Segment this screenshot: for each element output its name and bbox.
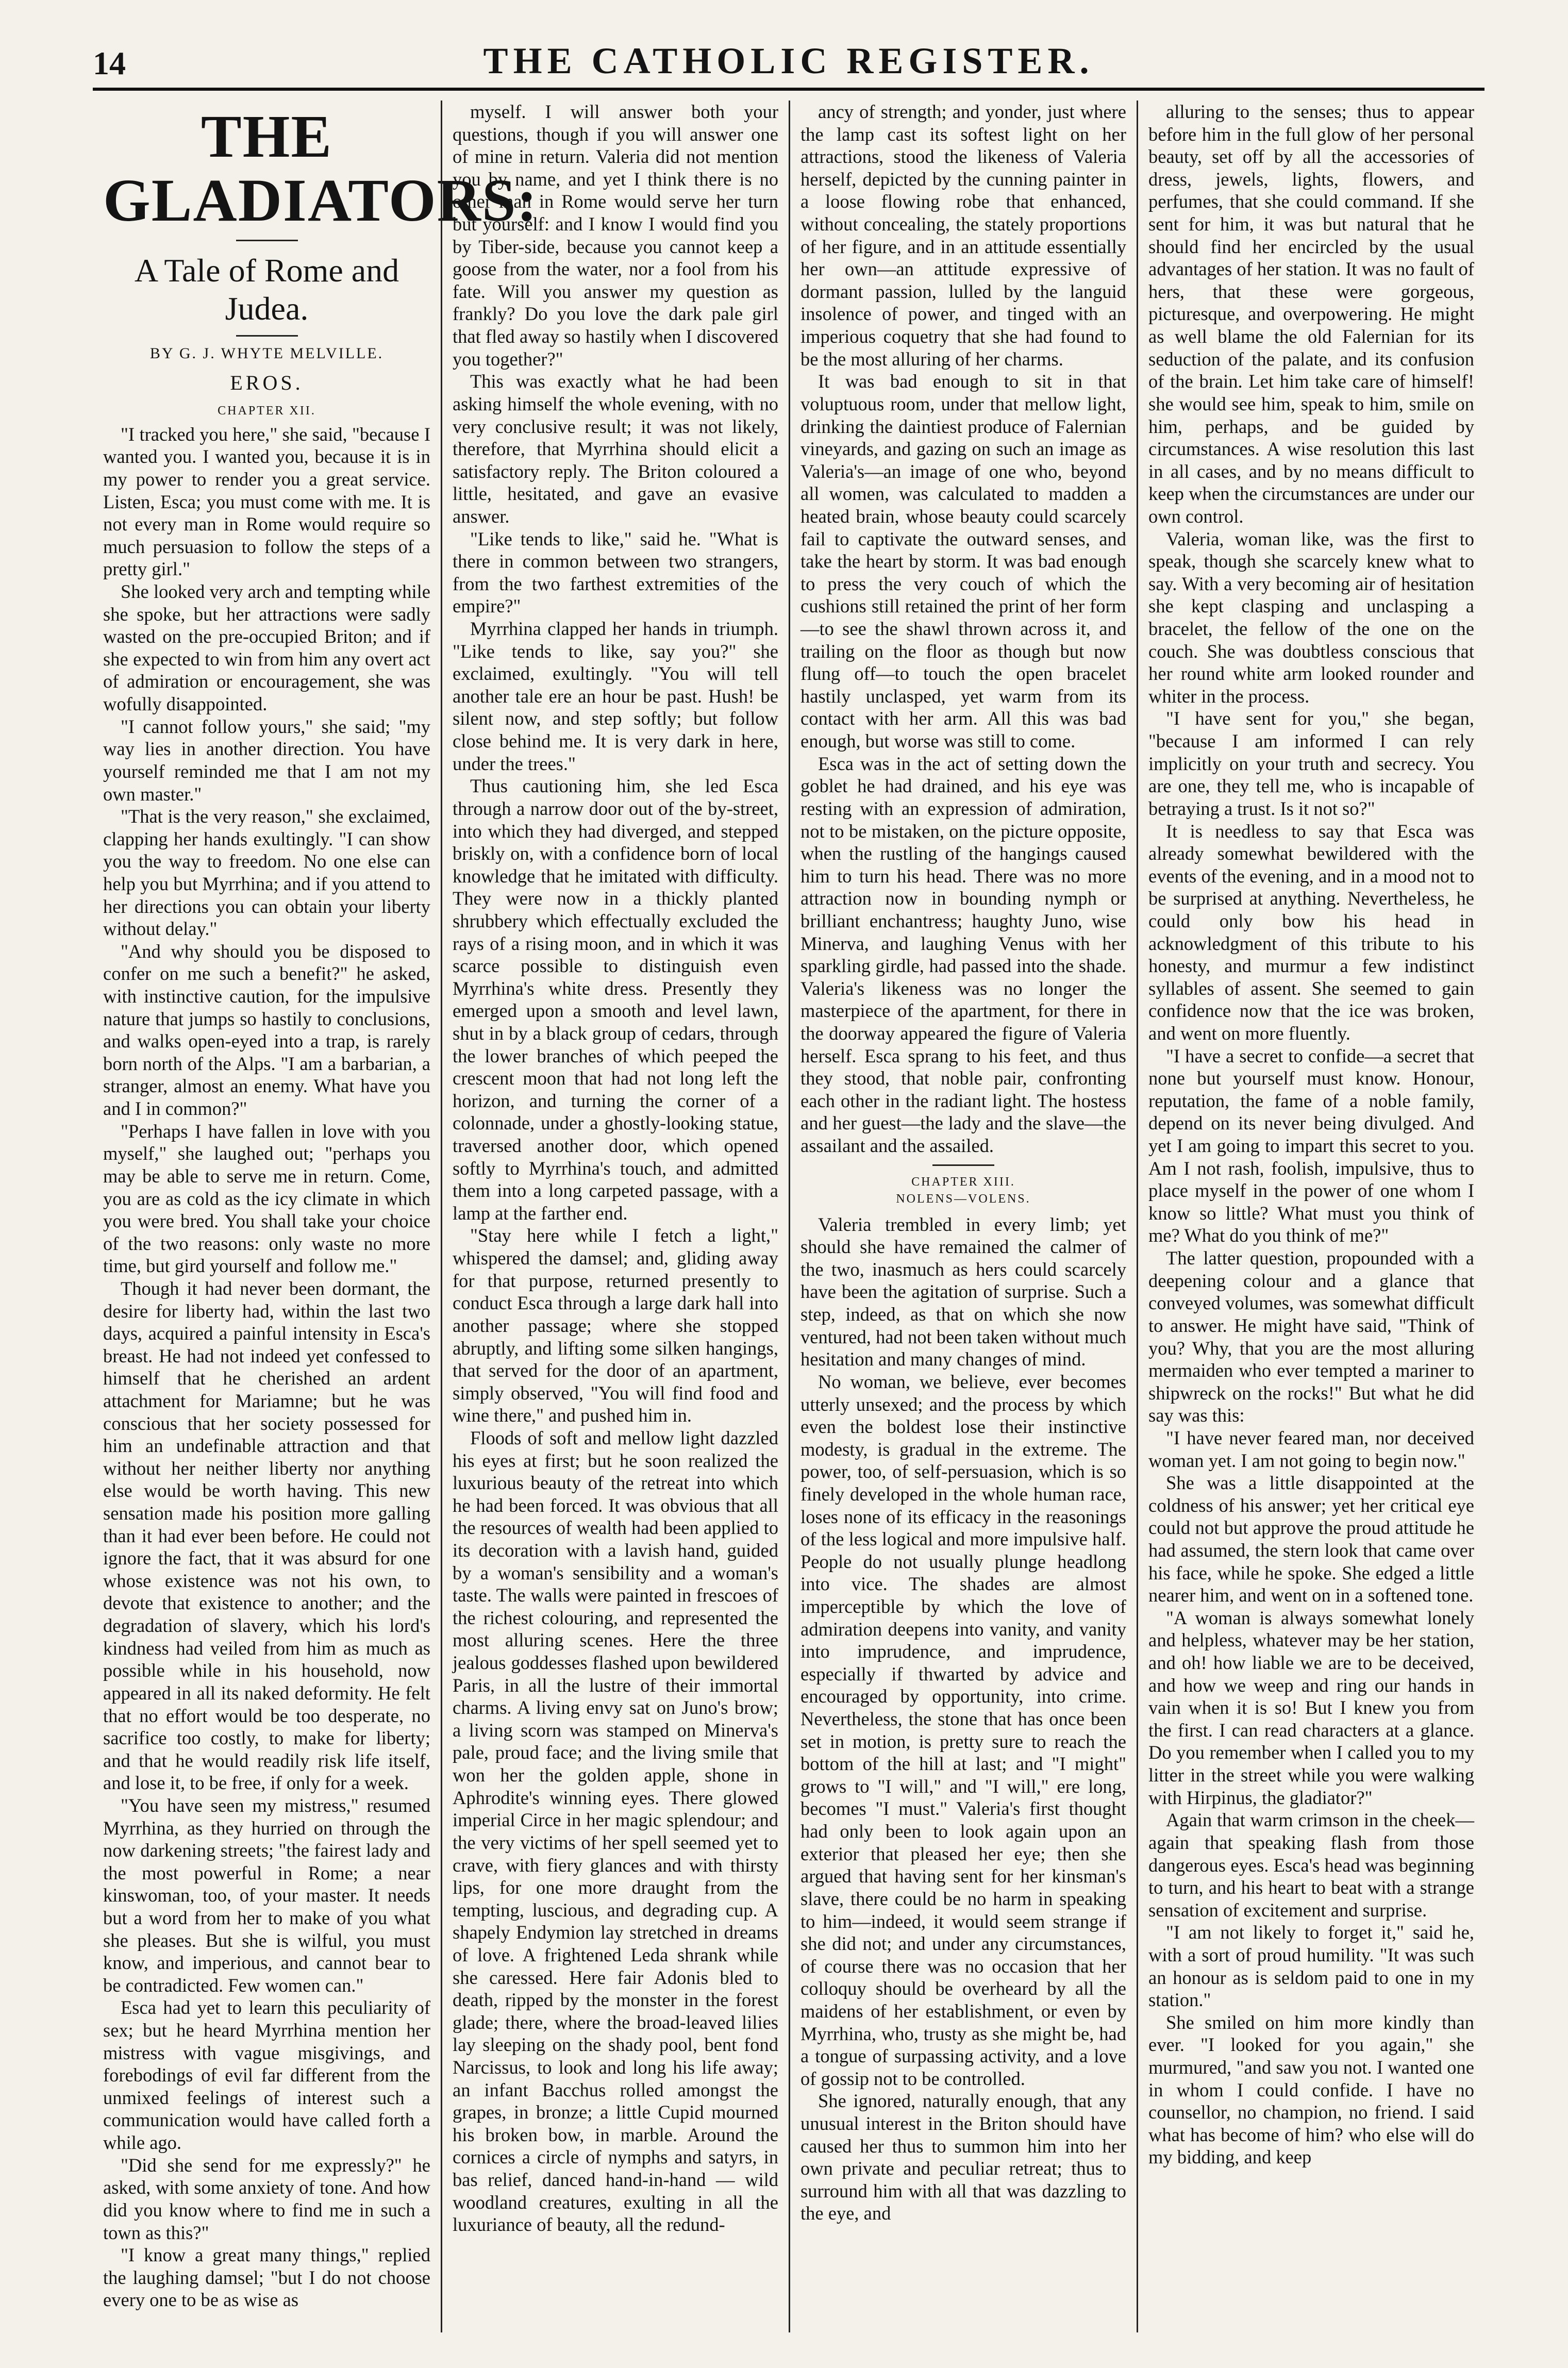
column-2-body xyxy=(453,101,778,2236)
paragraph: It was bad enough to sit in that voluptuous room, under that mellow light, drinking the daintiest produce of Falernian vineyards, and gazing on such an image as Valeria's—an image of one who, beyond all women, was calculated to madden a heated brain, whose beauty could scarcely fail to captivate the outward senses, and take the heart by storm. It was bad enough to press the very couch of which the cushions still retained the print of her form—to see the shawl thrown across it, and trailing on the floor as though but now flung off—to touch the open bracelet hastily unclasped, yet warm from its contact with her arm. All this was bad enough, but worse was still to come. xyxy=(800,371,1126,752)
column-1 xyxy=(93,101,538,2332)
column-4-body xyxy=(1148,101,1474,2169)
paragraph: "I am not likely to forget it," said he, with a sort of proud humility. "It was such an honour as is seldom paid to one in my station." xyxy=(1148,1922,1474,2011)
story-title: THE GLADIATORS: xyxy=(103,103,538,234)
column-3-body-after xyxy=(800,1213,1126,2225)
paragraph: "I cannot follow yours," she said; "my way lies in another direction. You have yourself reminded me that I am not my own master." xyxy=(103,715,430,805)
paragraph: myself. I will answer both your questions, though if you will answer one of mine in return. Valeria did not mention you by name, and yet I think there is no other man in Rome would serve her turn but yourself: and I know I would find you by Tiber-side, because you cannot keep a goose from the water, nor a fool from his fate. Will you answer my question as frankly? Do you love the dark pale girl that fled away so hastily when I discovered you together?" xyxy=(453,101,778,370)
subtitle-rule xyxy=(236,335,298,337)
paragraph: "I have sent for you," she began, "because I am informed I can rely implicitly on your truth and secrecy. You are one, they tell me, who is incapable of betraying a trust. Is it not so?" xyxy=(1148,708,1474,819)
page-header xyxy=(93,21,1484,82)
story-subtitle: A Tale of Rome and Judea. xyxy=(134,252,399,327)
column-3-body-before xyxy=(800,101,1126,1157)
paragraph: "You have seen my mistress," resumed Myrrhina, as they hurried on through the now darkening streets; "the fairest lady and the most powerful in Rome; a near kinswoman, too, of your master. It needs but a word from her to make of you what she pleases. But she is wilful, you must know, and imperious, and cannot bear to be contradicted. Few women can." xyxy=(103,1794,430,1996)
byline: BY G. J. WHYTE MELVILLE. xyxy=(149,344,384,362)
paragraph: Though it had never been dormant, the desire for liberty had, within the last two days, acquired a painful intensity in Esca's breast. He had not indeed yet confessed to himself that he cherished an ardent attachment for Mariamne; but he was conscious that her society possessed for him an undefinable attraction and that without her neither liberty nor anything else would be worth having. This new sensation made his position more galling than it had ever been before. He could not ignore the fact, that it was absurd for one whose existence was not his own, to devote that existence to another; and the degradation of slavery, which his lord's kindness had veiled from him as much as possible while in his household, now appeared in all its naked deformity. He felt that no effort would be too desperate, no sacrifice too costly, to make for liberty; and that he would readily risk life itself, and lose it, to be free, if only for a week. xyxy=(103,1277,430,1794)
paragraph: "Stay here while I fetch a light," whispered the damsel; and, gliding away for that purpose, returned presently to conduct Esca through a large dark hall into another passage; where she stopped abruptly, and lifting some silken hangings, that served for the door of an apartment, simply observed, "You will find food and wine there," and pushed him in. xyxy=(453,1225,778,1426)
masthead: THE CATHOLIC REGISTER. xyxy=(483,40,1094,81)
paragraph: Floods of soft and mellow light dazzled his eyes at first; but he soon realized the luxurious beauty of the retreat into which he had been forced. It was obvious that all the resources of wealth had been applied to its decoration with a lavish hand, guided by a woman's sensibility and a woman's taste. The walls were painted in frescoes of the richest colouring, and represented the most alluring scenes. Here the three jealous goddesses flashed upon bewildered Paris, in all the lustre of their immortal charms. A living envy sat on Juno's brow; a living scorn was stamped on Minerva's pale, proud face; and the living smile that won her the golden apple, shone in Aphrodite's winning eyes. There glowed imperial Circe in her magic splendour; and the very victims of her spell seemed yet to crave, with fiery glances and with thirsty lips, for one more draught from the tempting, luscious, and degrading cup. A shapely Endymion lay stretched in dreams of love. A frightened Leda shrank while she caressed. Here fair Adonis bled to death, ripped by the monster in the forest glade; there, where the broad-leaved lilies lay sleeping on the shady pool, bent fond Narcissus, to look and long his life away; an infant Bacchus rolled amongst the grapes, in bronze; a little Cupid mourned his broken bow, in marble. Around the cornices a circle of nymphs and satyrs, in bas relief, danced hand-in-hand — wild woodland creatures, exulting in all the luxuriance of beauty, all the redund- xyxy=(453,1427,778,2236)
paragraph: Esca was in the act of setting down the goblet he had drained, and his eye was resting with an expression of admiration, not to be mistaken, on the picture opposite, when the rustling of the hangings caused him to turn his head. There was no more attraction now in bounding nymph or brilliant enchantress; haughty Juno, wise Minerva, and laughing Venus with her sparkling girdle, had passed into the shade. Valeria's likeness was no longer the masterpiece of the apartment, for there in the doorway appeared the figure of Valeria herself. Esca sprang to his feet, and thus they stood, that noble pair, confronting each other in the radiant light. The hostess and her guest—the lady and the slave—the assailant and the assailed. xyxy=(800,753,1126,1157)
paragraph: She looked very arch and tempting while she spoke, but her attractions were sadly wasted on the pre-occupied Briton; and if she expected to win from him any overt act of admiration or encouragement, she was wofully disappointed. xyxy=(103,581,430,715)
chapter-rule xyxy=(932,1164,994,1166)
paragraph: This was exactly what he had been asking himself the whole evening, with no very conclusive result; it was not likely, therefore, that Myrrhina should elicit a satisfactory reply. The Briton coloured a little, hesitated, and gave an evasive answer. xyxy=(453,371,778,527)
paragraph: No woman, we believe, ever becomes utterly unsexed; and the process by which even the boldest lose their instinctive modesty, is gradual in the extreme. The power, too, of self-persuasion, which is so finely developed in the whole human race, loses none of its efficacy in the reasonings of the less logical and more impulsive half. People do not usually plunge headlong into vice. The shades are almost imperceptible by which the love of admiration deepens into vanity, and vanity into imprudence, and imprudence, especially if thwarted by advice and encouraged by opportunity, into crime. Nevertheless, the stone that has once been set in motion, is pretty sure to reach the bottom of the hill at last; and "I might" grows to "I will," and "I will," ere long, becomes "I must." Valeria's first thought had only been to look again upon an exterior that pleased her eye; then she argued that having sent for her kinsman's slave, there could be no harm in speaking to him—indeed, it would seem strange if she did not; and under any circumstances, of course there was no occasion that her colloquy should be overheard by all the maidens of her establishment, or even by Myrrhina, who, trusty as she might be, had a tongue of surpassing activity, and a love of gossip not to be controlled. xyxy=(800,1371,1126,2089)
paragraph: "That is the very reason," she exclaimed, clapping her hands exultingly. "I can show you the way to freedom. No one else can help you but Myrrhina; and if you attend to her directions you can obtain your liberty without delay." xyxy=(103,806,430,940)
section-title: EROS. xyxy=(230,371,304,394)
paragraph: She ignored, naturally enough, that any unusual interest in the Briton should have caused her thus to summon him into her own private and peculiar retreat; thus to surround him with all that was dazzling to the eye, and xyxy=(800,2090,1126,2224)
column-4 xyxy=(1137,101,1484,2332)
chapter-heading: CHAPTER XII. xyxy=(218,404,316,418)
paragraph: She smiled on him more kindly than ever. "I looked for you again," she murmured, "and saw you not. I wanted one in whom I could confide. I have no counsellor, no champion, no friend. I said what has become of him? who else will do my bidding, and keep xyxy=(1148,2011,1474,2168)
paragraph: "I know a great many things," replied the laughing damsel; "but I do not choose every one to be as wise as xyxy=(103,2244,430,2311)
columns xyxy=(93,101,1484,2332)
paragraph: "I tracked you here," she said, "because I wanted you. I wanted you, because it is in my power to render you a great service. Listen, Esca; you must come with me. It is not every man in Rome would require so much persuasion to follow the steps of a pretty girl." xyxy=(103,423,430,580)
paragraph: Valeria trembled in every limb; yet should she have remained the calmer of the two, inasmuch as hers could scarcely have been the agitation of surprise. Such a step, indeed, as that on which she now ventured, had not been taken without much hesitation and many changes of mind. xyxy=(800,1213,1126,1370)
paragraph: ancy of strength; and yonder, just where the lamp cast its softest light on her attractions, stood the likeness of Valeria herself, depicted by the cunning painter in a loose flowing robe that enhanced, without concealing, the stately proportions of her figure, and in an attitude essentially her own—an attitude expressive of dormant passion, lulled by the languid insolence of power, and tinged with an imperious coquetry that she had found to be the most alluring of her charms. xyxy=(800,101,1126,370)
column-1-body xyxy=(103,423,430,2311)
paragraph: "I have never feared man, nor deceived woman yet. I am not going to begin now." xyxy=(1148,1427,1474,1471)
paragraph: "And why should you be disposed to confer on me such a benefit?" he asked, with instinctive caution, for the impulsive nature that jumps so hastily to conclusions, and walks open-eyed into a trap, is rarely born north of the Alps. "I am a barbarian, a stranger, almost an enemy. What have you and I in common?" xyxy=(103,940,430,1120)
paragraph: "Like tends to like," said he. "What is there in common between two strangers, from the two farthest extremities of the empire?" xyxy=(453,528,778,617)
chapter-subtitle: NOLENS—VOLENS. xyxy=(896,1192,1031,1206)
paragraph: Myrrhina clapped her hands in triumph. "Like tends to like, say you?" she exclaimed, exultingly. "You will tell another tale ere an hour be past. Hush! be silent now, and step softly; but follow close behind me. It is very dark in here, under the trees." xyxy=(453,618,778,774)
paragraph: alluring to the senses; thus to appear before him in the full glow of her personal beauty, set off by all the accessories of dress, jewels, lights, flowers, and perfumes, that she could command. If she sent for him, it was but natural that he should find her encircled by the usual advantages of her station. It was no fault of hers, that these were gorgeous, picturesque, and overpowering. He might as well blame the old Falernian for its seduction of the palate, and its confusion of the brain. Let him take care of himself! she would see him, speak to him, smile on him, perhaps, and be guided by circumstances. A wise resolution this last in all cases, and by no means difficult to keep when the circumstances are under our own control. xyxy=(1148,101,1474,527)
paragraph: Again that warm crimson in the cheek—again that speaking flash from those dangerous eyes. Esca's head was beginning to turn, and his heart to beat with a strange sensation of excitement and surprise. xyxy=(1148,1809,1474,1921)
chapter-heading-2: CHAPTER XIII. xyxy=(911,1175,1015,1189)
paragraph: "I have a secret to confide—a secret that none but yourself must know. Honour, reputation, the fame of a noble family, depend on its never being divulged. And yet I am going to impart this secret to you. Am I not rash, foolish, impulsive, thus to place myself in the power of one whom I know so little? What must you think of me? What do you think of me?" xyxy=(1148,1045,1474,1246)
paragraph: "Perhaps I have fallen in love with you myself," she laughed out; "perhaps you may be able to serve me in return. Come, you are as cold as the icy climate in which you were bred. You shall take your choice of the two reasons: only waste no more time, but gird yourself and follow me." xyxy=(103,1120,430,1277)
paragraph: She was a little disappointed at the coldness of his answer; yet her critical eye could not but approve the proud attitude he had assumed, the stern look that came over his face, while he spoke. She edged a little nearer him, and went on in a softened tone. xyxy=(1148,1472,1474,1606)
column-3 xyxy=(789,101,1137,2332)
paragraph: "Did she send for me expressly?" he asked, with some anxiety of tone. And how did you know where to find me in such a town as this?" xyxy=(103,2154,430,2243)
paragraph: "A woman is always somewhat lonely and helpless, whatever may be her station, and oh! how liable we are to be deceived, and how we weep and ring our hands in vain when it is so! But I knew you from the first. I can read characters at a glance. Do you remember when I called you to my litter in the street while you were walking with Hirpinus, the gladiator?" xyxy=(1148,1607,1474,1808)
paragraph: Thus cautioning him, she led Esca through a narrow door out of the by-street, into which they had diverged, and stepped briskly on, with a confidence born of local knowledge that he imitated with difficulty. They were now in a thickly planted shrubbery which effectually excluded the rays of a rising moon, and in which it was scarce possible to distinguish even Myrrhina's white dress. Presently they emerged upon a smooth and level lawn, shut in by a black group of cedars, through the lower branches of which peeped the crescent moon that had not long left the horizon, and turning the corner of a colonnade, under a ghostly-looking statue, traversed another door, which opened softly to Myrrhina's touch, and admitted them into a long carpeted passage, with a lamp at the farther end. xyxy=(453,775,778,1224)
paragraph: It is needless to say that Esca was already somewhat bewildered with the events of the evening, and in a mood not to be surprised at anything. Nevertheless, he could only bow his head in acknowledgment of this tribute to his honesty, and murmur a few indistinct syllables of assent. She seemed to gain confidence now that the ice was broken, and went on more fluently. xyxy=(1148,820,1474,1044)
paragraph: Valeria, woman like, was the first to speak, though she scarcely knew what to say. With a very becoming air of hesitation she kept clasping and unclasping a bracelet, the fellow of the one on the couch. She was doubtless conscious that her round white arm looked rounder and whiter in the process. xyxy=(1148,528,1474,707)
title-rule xyxy=(236,240,298,241)
paragraph: The latter question, propounded with a deepening colour and a glance that conveyed volumes, was somewhat difficult to answer. He might have said, "Think of you? Why, that you are the most alluring mermaiden who ever tempted a mariner to shipwreck on the rocks!" But what he did say was this: xyxy=(1148,1247,1474,1426)
page-number: 14 xyxy=(93,45,126,81)
paragraph: Esca had yet to learn this peculiarity of sex; but he heard Myrrhina mention her mistress with vague misgivings, and forebodings of evil far different from the unmixed feelings of interest such a communication would have called forth a while ago. xyxy=(103,1997,430,2154)
header-rule xyxy=(93,88,1484,91)
column-2 xyxy=(441,101,789,2332)
